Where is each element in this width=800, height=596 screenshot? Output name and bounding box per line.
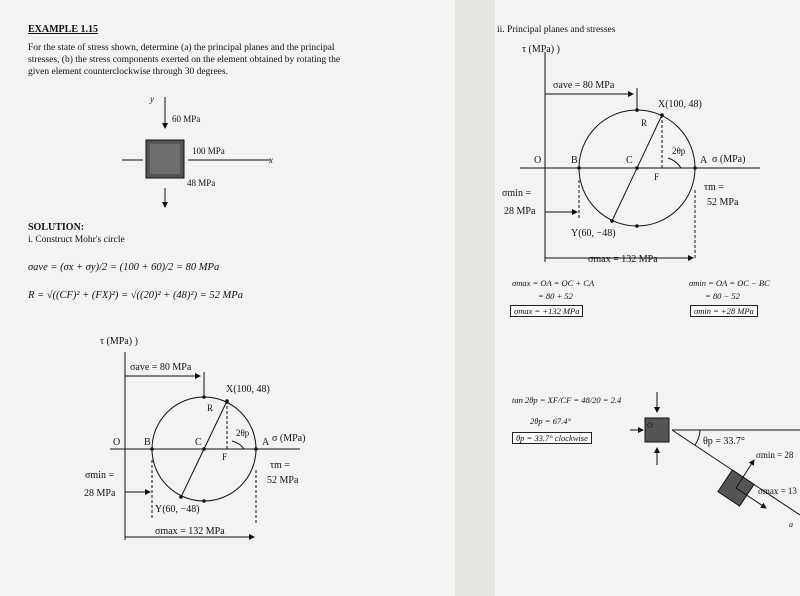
point-B-label: B: [144, 437, 151, 448]
x-axis-label: x: [269, 155, 273, 165]
solution-heading: SOLUTION:: [28, 222, 85, 233]
tan-equation: tan 2θp = XF/CF = 48/20 = 2.4: [512, 395, 622, 405]
origin-label: O: [534, 155, 542, 166]
problem-line-3: given element counterclockwise through 30 degrees.: [28, 67, 228, 77]
rot-sigma-min-label: σmin = 28: [756, 450, 794, 460]
point-Y-label: Y(60, −48): [155, 504, 200, 515]
step-1-label: i. Construct Mohr's circle: [28, 235, 125, 245]
sigma-max-label: σmax = 132 MPa: [155, 526, 225, 537]
equation-sigma-ave: σave = (σx + σy)/2 = (100 + 60)/2 = 80 MPa: [28, 262, 220, 273]
point-C-label: C: [195, 437, 202, 448]
rot-sigma-max-label: σmax = 13: [758, 486, 797, 496]
point-X-label: X(100, 48): [658, 99, 702, 110]
page-fold: [455, 0, 495, 596]
problem-line-2: stresses, (b) the stress components exerted on the element obtained by rotating the: [28, 55, 341, 65]
sy-label: 60 MPa: [172, 114, 201, 124]
tau-m-value: 52 MPa: [267, 475, 299, 486]
max-result-box: σmax = +132 MPa: [510, 305, 583, 317]
sigma-min-label: σmin =: [502, 188, 532, 199]
origin-O-label: O: [647, 421, 653, 430]
right-mohr-circle-figure: [502, 44, 760, 265]
sigma-ave-label: σave = 80 MPa: [130, 362, 192, 373]
sigma-ave-label: σave = 80 MPa: [553, 80, 615, 91]
theta-arc: [695, 430, 700, 445]
stress-element-figure: [122, 94, 273, 207]
tau-m-label: τm =: [704, 182, 724, 193]
point-A-label: A: [700, 155, 708, 166]
problem-line-1: For the state of stress shown, determine (a) the principal planes and the principal: [28, 43, 335, 53]
min-equation-1: σmin = OA = OC − BC: [689, 278, 770, 288]
min-equation-2: = 80 − 52: [705, 291, 740, 301]
txy-label: 48 MPa: [187, 178, 216, 188]
example-title: EXAMPLE 1.15: [28, 24, 98, 35]
point-C-label: C: [626, 155, 633, 166]
theta-p-label: θp = 33.7°: [703, 436, 745, 447]
point-F-label: F: [654, 172, 660, 182]
max-equation-1: σmax = OA = OC + CA: [512, 278, 595, 288]
sx-label: 100 MPa: [192, 146, 225, 156]
axis-a-label: a: [789, 520, 793, 529]
tau-axis-label: τ (MPa) ): [100, 336, 138, 347]
two-theta-label: 2θp: [236, 428, 250, 438]
point-F-label: F: [222, 452, 228, 462]
two-theta-equation: 2θp = 67.4°: [530, 416, 571, 426]
y-axis-label: y: [150, 94, 154, 104]
point-B-label: B: [571, 155, 578, 166]
two-theta-label: 2θp: [672, 146, 686, 156]
point-X-label: X(100, 48): [226, 384, 270, 395]
equation-radius: R = √((CF)² + (FX)²) = √((20)² + (48)²) = 52 MPa: [28, 290, 243, 301]
min-result-box: σmin = +28 MPa: [690, 305, 758, 317]
point-R-label: R: [207, 403, 214, 413]
sigma-max-label: σmax = 132 MPa: [588, 254, 658, 265]
max-equation-2: = 80 + 52: [538, 291, 573, 301]
tau-axis-label: τ (MPa) ): [522, 44, 560, 55]
point-R-label: R: [641, 118, 648, 128]
point-Y-label: Y(60, −48): [571, 228, 616, 239]
origin-label: O: [113, 437, 121, 448]
tau-m-value: 52 MPa: [707, 197, 739, 208]
rotated-element-figure: [630, 392, 800, 529]
sigma-min-label: σmin =: [85, 470, 115, 481]
step-2-label: ii. Principal planes and stresses: [497, 25, 616, 35]
sigma-axis-label: σ (MPa): [272, 433, 306, 444]
tau-m-label: τm =: [270, 460, 290, 471]
sigma-min-value: 28 MPa: [504, 206, 536, 217]
left-mohr-circle-figure: [84, 336, 305, 540]
two-theta-arc: [668, 158, 681, 168]
sigma-min-value: 28 MPa: [84, 488, 116, 499]
two-theta-arc: [232, 441, 244, 449]
sigma-axis-label: σ (MPa): [712, 154, 746, 165]
point-A-label: A: [262, 437, 270, 448]
theta-result-box: θp = 33.7° clockwise: [512, 432, 592, 444]
